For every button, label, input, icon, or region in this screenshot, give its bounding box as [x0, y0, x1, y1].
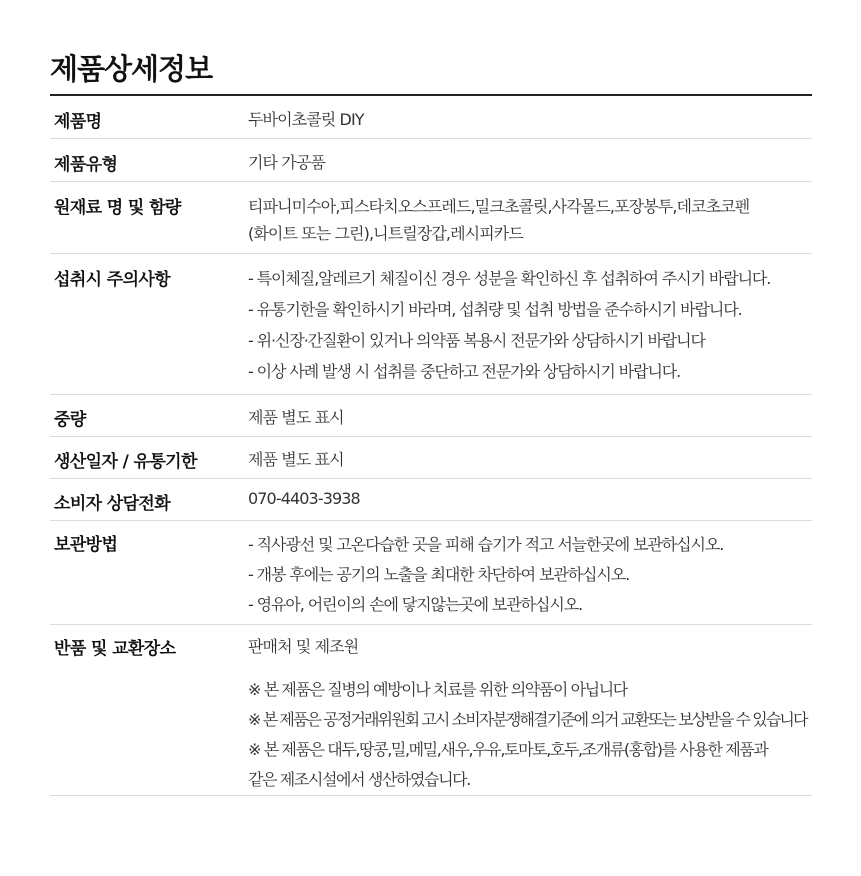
row-return-exchange	[50, 625, 812, 796]
value-line: 판매처 및 제조원	[248, 637, 359, 656]
row-label: 제품명	[54, 112, 102, 132]
row-label: 중량	[54, 410, 86, 430]
value-line: 기타 가공품	[248, 153, 325, 172]
row-value	[248, 634, 812, 795]
notice-line: ※ 본 제품은 질병의 예방이나 치료를 위한 의약품이 아닙니다	[248, 680, 627, 699]
notice-line: 같은 제조시설에서 생산하였습니다.	[248, 770, 470, 789]
row-production-expiry	[50, 437, 812, 479]
row-value	[248, 447, 812, 478]
value-line: 티파니미수아,피스타치오스프레드,밀크초콜릿,사각몰드,포장봉투,데코초코펜	[248, 197, 750, 216]
row-value	[248, 263, 812, 394]
value-line: 제품 별도 표시	[248, 450, 344, 469]
value-line: - 유통기한을 확인하시기 바라며, 섭취량 및 섭취 방법을 준수하시기 바랍니다.	[248, 300, 742, 319]
value-line: - 위·신장·간질환이 있거나 의약품 복용시 전문가와 상담하시기 바랍니다	[248, 331, 705, 350]
row-label: 생산일자 / 유통기한	[54, 452, 197, 472]
row-label: 보관방법	[54, 535, 118, 555]
value-line: 제품 별도 표시	[248, 408, 344, 427]
row-label: 소비자 상담전화	[54, 494, 171, 514]
value-line: 두바이초콜릿 DIY	[248, 110, 364, 129]
row-ingredients	[50, 182, 812, 254]
value-line: (화이트 또는 그린),니트릴장갑,레시피카드	[248, 224, 523, 243]
value-line: - 개봉 후에는 공기의 노출을 최대한 차단하여 보관하십시오.	[248, 565, 630, 584]
product-info-table	[50, 96, 812, 796]
row-value	[248, 193, 812, 253]
value-line: - 특이체질,알레르기 체질이신 경우 성분을 확인하신 후 섭취하여 주시기 바랍니다.	[248, 269, 771, 288]
row-value	[248, 405, 812, 436]
product-detail-section	[50, 48, 812, 796]
row-label: 반품 및 교환장소	[54, 639, 176, 659]
row-product-name	[50, 96, 812, 139]
row-consumer-phone	[50, 479, 812, 521]
row-value	[248, 530, 812, 624]
phone-number: 070-4403-3938	[248, 489, 360, 508]
row-value	[248, 150, 812, 181]
row-value	[248, 489, 812, 520]
notice-line: ※ 본 제품은 공정거래위원회 고시 소비자분쟁해결기준에 의거 교환또는 보상받을 수 있습니다	[248, 710, 807, 729]
row-label: 제품유형	[54, 155, 118, 175]
value-line: - 이상 사례 발생 시 섭취를 중단하고 전문가와 상담하시기 바랍니다.	[248, 362, 681, 381]
page-title: 제품상세정보	[50, 52, 213, 86]
row-cautions	[50, 254, 812, 395]
row-label: 섭취시 주의사항	[54, 270, 171, 290]
row-value	[248, 107, 812, 138]
value-line: - 영유아, 어린이의 손에 닿지않는곳에 보관하십시오.	[248, 595, 583, 614]
row-product-type	[50, 139, 812, 182]
row-label: 원재료 명 및 함량	[54, 198, 181, 218]
row-storage	[50, 521, 812, 625]
value-line: - 직사광선 및 고온다습한 곳을 피해 습기가 적고 서늘한곳에 보관하십시오.	[248, 535, 724, 554]
row-weight	[50, 395, 812, 437]
notice-line: ※ 본 제품은 대두,땅콩,밀,메밀,새우,우유,토마토,호두,조개류(홍합)를 사용한 제품과	[248, 740, 768, 759]
